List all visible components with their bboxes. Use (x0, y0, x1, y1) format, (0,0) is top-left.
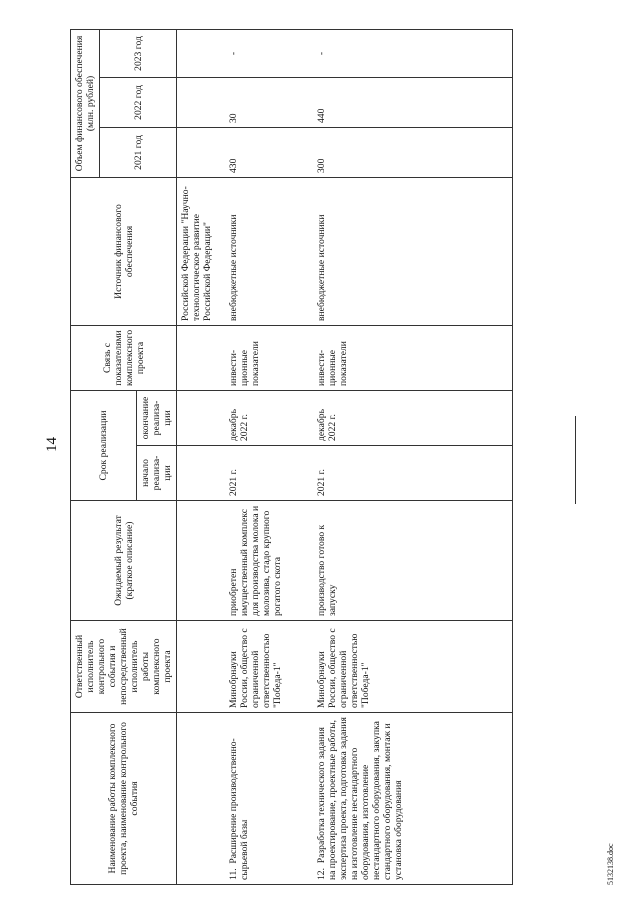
header-volume: Объем финансового обеспечения (млн. рублей) (71, 29, 100, 177)
row-result: производство готово к запуску (313, 501, 513, 621)
row-start: 2021 г. (225, 446, 313, 501)
row-source: внебюджетные источники (313, 177, 513, 325)
row-link: инвести-ционные показатели (313, 325, 513, 390)
row-2021: 430 (225, 127, 313, 177)
header-year-2022: 2022 год (100, 77, 177, 127)
row-responsible: Минобрнауки России, общество с ограниченной ответственностью "Победа-1" (313, 621, 513, 713)
financing-table (70, 29, 513, 885)
row-number: 11. (227, 868, 239, 880)
header-source: Источник финансового обеспечения (71, 177, 177, 325)
header-result: Ожидаемый результат (краткое описание) (71, 501, 177, 621)
header-period-end: окончание реализа-ции (137, 390, 177, 445)
row-2022: 30 (225, 77, 313, 127)
header-responsible: Ответственный исполнитель контрольного события и непосредственный исполнитель работы комплексного проекта (71, 621, 177, 713)
table-row (225, 29, 313, 884)
header-period-start: начало реализа-ции (137, 446, 177, 501)
row-2021: 300 (313, 127, 513, 177)
header-name: Наименование работы комплексного проекта, наименование контрольного события (71, 713, 177, 885)
row-link: инвести-ционные показатели (225, 325, 313, 390)
row-2022: 440 (313, 77, 513, 127)
row-number: 12. (315, 868, 327, 880)
row-name (313, 713, 513, 885)
table-row (313, 29, 513, 884)
carry-over-source: Российской Федерации "Научно-технологическое развитие Российской Федерации" (177, 177, 225, 325)
row-source: внебюджетные источники (225, 177, 313, 325)
row-end: декабрь 2022 г. (313, 390, 513, 445)
footer-file-name: 5132138.doc (606, 843, 615, 885)
header-period: Срок реализации (71, 390, 137, 500)
row-2023: - (313, 29, 513, 77)
row-name-text: Разработка технического задания на проектирование, проектные работы, экспертиза проекта, подготовка задания на изготовление нестандартного оборудования, изготовление нестандартного оборудования, закупка стандартного оборудования, монтаж и установка оборудования (315, 717, 404, 880)
rotated-sheet (70, 30, 630, 885)
row-end: декабрь 2022 г. (225, 390, 313, 445)
table-row-carry-over (177, 29, 225, 884)
row-name-text: Расширение производственно-сырьевой базы (227, 738, 250, 880)
row-result: приобретен имущественный комплекс для производства молока и молозива, стадо крупного рогатого скота (225, 501, 313, 621)
header-year-2021: 2021 год (100, 127, 177, 177)
header-year-2023: 2023 год (100, 29, 177, 77)
page-number: 14 (44, 437, 60, 452)
row-start: 2021 г. (313, 446, 513, 501)
row-2023: - (225, 29, 313, 77)
row-responsible: Минобрнауки России, общество с ограниченной ответственностью "Победа-1" (225, 621, 313, 713)
header-link: Связь с показателями комплексного проекта (71, 325, 177, 390)
row-name (225, 713, 313, 885)
